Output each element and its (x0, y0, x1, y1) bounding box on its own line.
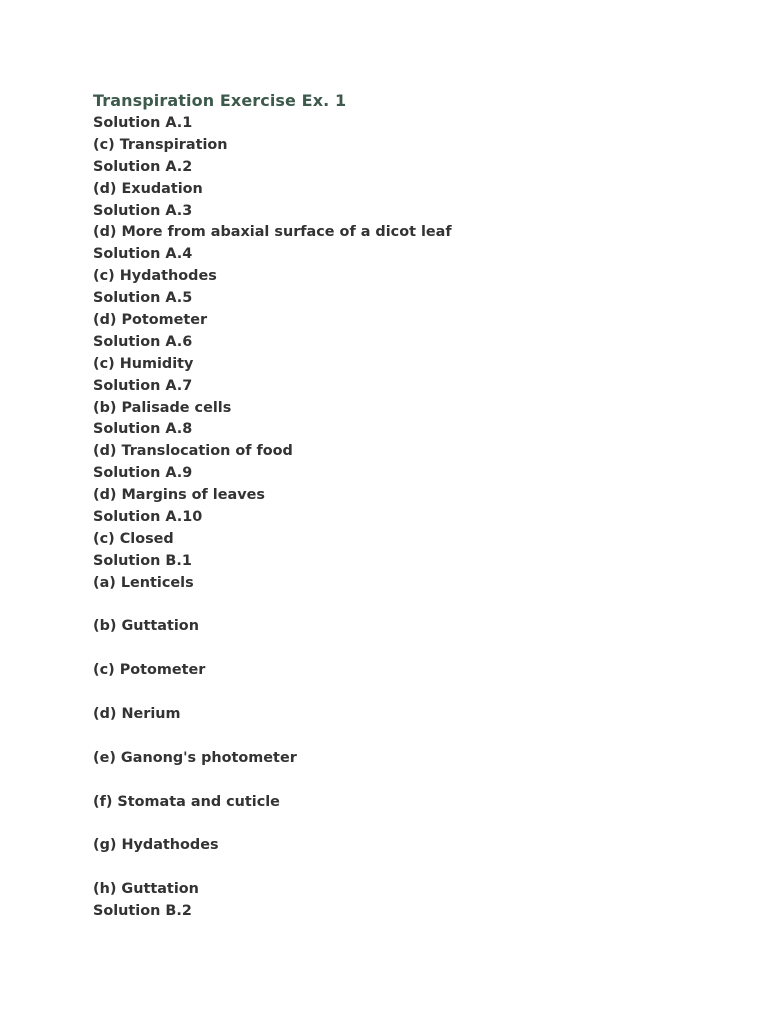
solution-heading: Solution A.5 (93, 290, 193, 307)
answer-line: (f) Stomata and cuticle (93, 793, 280, 810)
answer-line: (d) Translocation of food (93, 443, 293, 460)
answer-line: (g) Hydathodes (93, 837, 219, 854)
answer-line: (d) More from abaxial surface of a dicot leaf (93, 224, 452, 241)
solution-heading: Solution A.8 (93, 421, 193, 438)
document-page (93, 89, 733, 923)
solution-heading: Solution A.10 (93, 509, 203, 526)
document-title: Transpiration Exercise Ex. 1 (93, 91, 347, 110)
solution-heading: Solution B.2 (93, 903, 192, 920)
answer-line: (b) Guttation (93, 618, 199, 635)
answer-line: (b) Palisade cells (93, 399, 232, 416)
solution-heading: Solution A.7 (93, 377, 193, 394)
solution-heading: Solution A.4 (93, 246, 193, 263)
answer-line: (d) Nerium (93, 706, 181, 723)
solution-list (93, 113, 733, 923)
answer-line: (d) Margins of leaves (93, 487, 265, 504)
answer-line: (d) Potometer (93, 312, 208, 329)
solution-heading: Solution A.3 (93, 202, 193, 219)
answer-line: (d) Exudation (93, 180, 203, 197)
answer-line: (c) Transpiration (93, 136, 228, 153)
answer-line: (e) Ganong's photometer (93, 749, 297, 766)
solution-heading: Solution A.1 (93, 115, 193, 131)
answer-line: (c) Humidity (93, 355, 194, 372)
solution-heading: Solution B.1 (93, 552, 192, 569)
answer-line: (c) Potometer (93, 662, 206, 679)
solution-heading: Solution A.2 (93, 158, 193, 175)
answer-line: (a) Lenticels (93, 574, 194, 591)
answer-line: (c) Closed (93, 530, 174, 547)
solution-heading: Solution A.9 (93, 465, 193, 482)
solution-heading: Solution A.6 (93, 333, 193, 350)
answer-line: (h) Guttation (93, 881, 199, 898)
answer-line: (c) Hydathodes (93, 268, 217, 285)
